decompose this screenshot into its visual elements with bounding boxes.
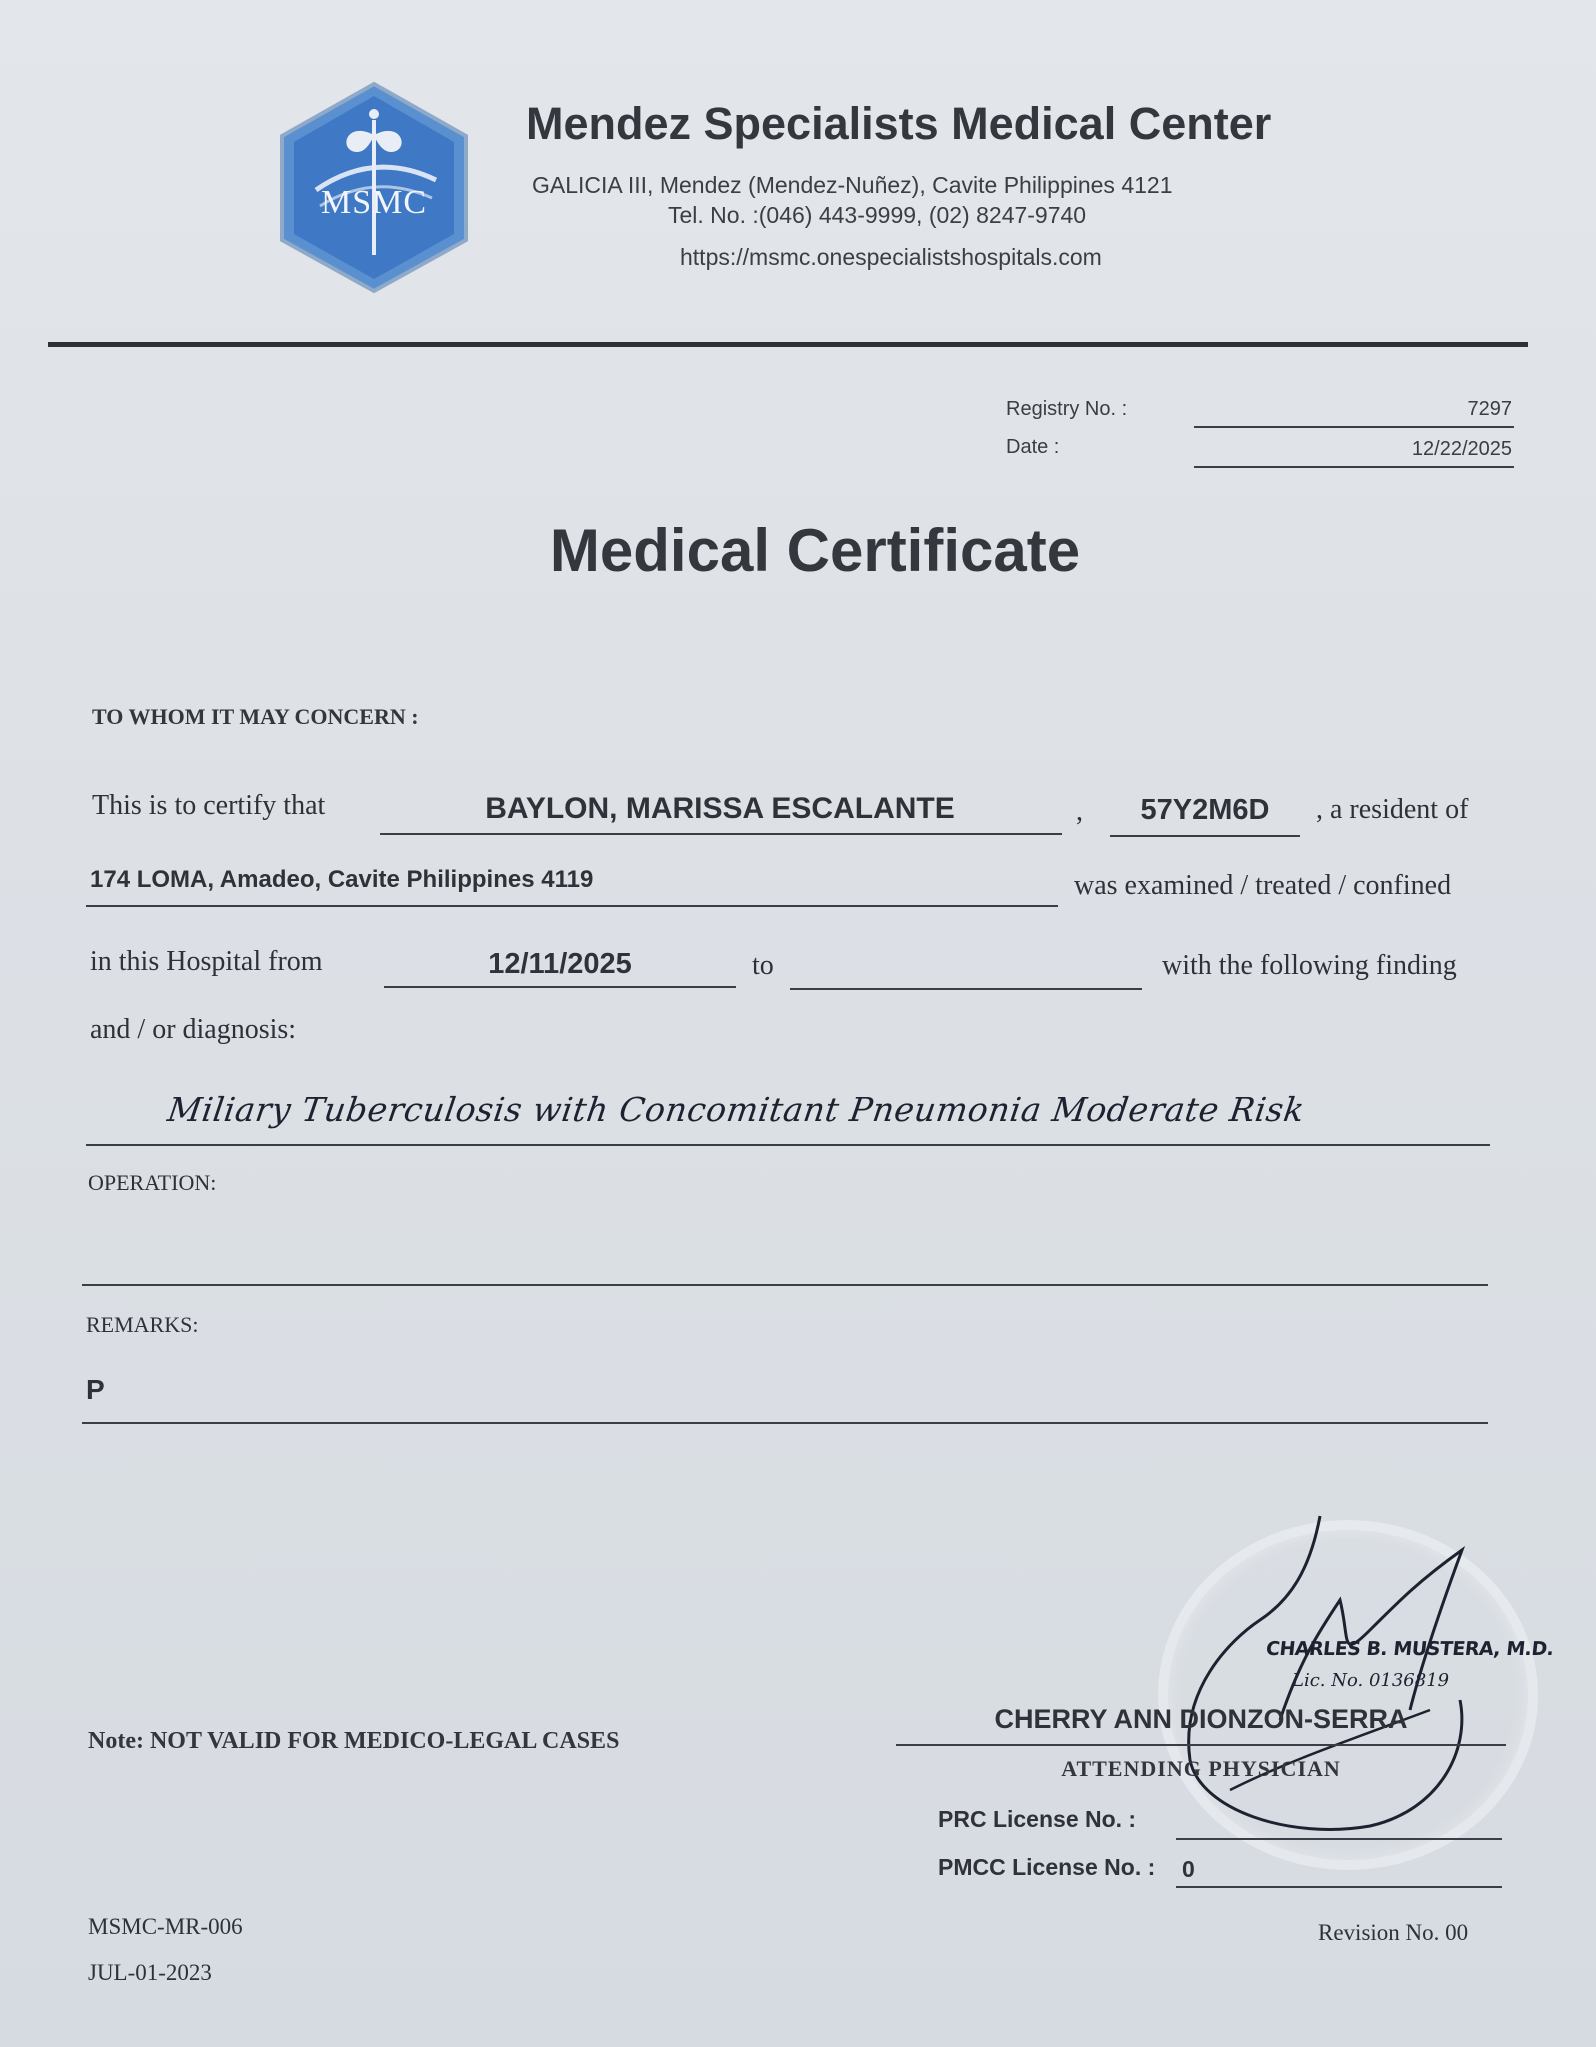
- document-title: Medical Certificate: [549, 517, 1081, 584]
- registry-line: [1194, 426, 1514, 428]
- date-label: Date :: [1006, 436, 1060, 458]
- prc-line: [1176, 1838, 1502, 1840]
- physician-line: [896, 1744, 1506, 1746]
- validity-note: Note: NOT VALID FOR MEDICO-LEGAL CASES: [88, 1728, 620, 1754]
- hospital-phone: Tel. No. :(046) 443-9999, (02) 8247-9740: [668, 202, 1087, 228]
- pmcc-line: [1176, 1886, 1502, 1888]
- form-code: MSMC-MR-006: [88, 1914, 243, 1939]
- diagnosis-label: and / or diagnosis:: [90, 1014, 297, 1045]
- form-date: JUL-01-2023: [88, 1960, 212, 1985]
- header-divider: [48, 342, 1528, 347]
- hospital-website: https://msmc.onespecialistshospitals.com: [680, 244, 1102, 270]
- resident-of: , a resident of: [1316, 794, 1469, 825]
- hospital-logo: [276, 80, 472, 295]
- address-line: [86, 905, 1058, 907]
- comma: ,: [1076, 796, 1083, 827]
- pmcc-label: PMCC License No. :: [938, 1854, 1156, 1880]
- stamp-name: CHARLES B. MUSTERA, M.D.: [1264, 1638, 1555, 1660]
- physician-role: ATTENDING PHYSICIAN: [1061, 1756, 1341, 1781]
- patient-address: 174 LOMA, Amadeo, Cavite Philippines 4119: [90, 866, 594, 893]
- pmcc-value: 0: [1182, 1856, 1195, 1882]
- patient-age: 57Y2M6D: [1140, 794, 1270, 826]
- logo-text: MSMC: [320, 184, 428, 221]
- remarks-label: REMARKS:: [86, 1312, 199, 1337]
- hospital-name: Mendez Specialists Medical Center: [526, 98, 1272, 149]
- from-label: in this Hospital from: [90, 946, 323, 977]
- salutation: TO WHOM IT MAY CONCERN :: [92, 704, 419, 729]
- remarks-text: P: [86, 1374, 105, 1405]
- diagnosis-line: [86, 1144, 1490, 1146]
- hospital-address: GALICIA III, Mendez (Mendez-Nuñez), Cavite Philippines 4121: [532, 172, 1173, 198]
- diagnosis-text: Miliary Tuberculosis with Concomitant Pneumonia Moderate Risk: [165, 1090, 1308, 1129]
- prc-label: PRC License No. :: [938, 1806, 1137, 1832]
- age-line: [1110, 835, 1300, 837]
- operation-line: [82, 1284, 1488, 1286]
- registry-value: 7297: [1467, 398, 1512, 420]
- operation-label: OPERATION:: [88, 1170, 217, 1195]
- physician-name: CHERRY ANN DIONZON-SERRA: [994, 1704, 1408, 1734]
- from-date: 12/11/2025: [488, 948, 632, 980]
- date-value: 12/22/2025: [1411, 438, 1512, 460]
- patient-name: BAYLON, MARISSA ESCALANTE: [485, 792, 955, 825]
- from-date-line: [384, 986, 736, 988]
- examined-text: was examined / treated / confined: [1074, 870, 1452, 901]
- stamp-license: Lic. No. 0136819: [1292, 1670, 1450, 1691]
- to-date-line: [790, 988, 1142, 990]
- remarks-line: [82, 1422, 1488, 1424]
- certify-prefix: This is to certify that: [92, 790, 326, 821]
- registry-label: Registry No. :: [1006, 398, 1128, 420]
- finding-label: with the following finding: [1162, 950, 1457, 981]
- revision-number: Revision No. 00: [1318, 1920, 1469, 1945]
- to-label: to: [752, 950, 774, 981]
- patient-name-line: [380, 833, 1062, 835]
- date-line: [1194, 466, 1514, 468]
